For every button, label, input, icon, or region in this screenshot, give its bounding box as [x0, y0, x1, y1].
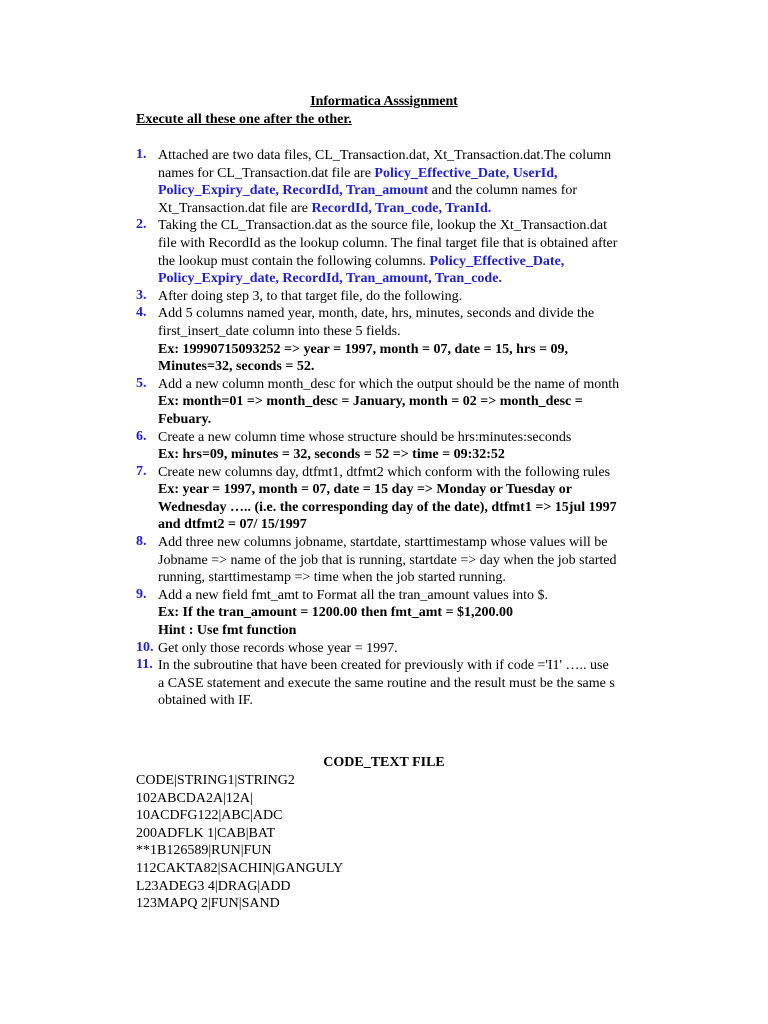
text-line	[158, 534, 658, 552]
list-item	[0, 429, 768, 464]
text-line	[158, 376, 658, 394]
list-item	[0, 288, 768, 306]
text-segment: Jobname => name of the job that is running, startdate => day when the job started	[158, 552, 617, 568]
list-item	[0, 640, 768, 658]
text-line	[158, 587, 658, 605]
text-segment: Add three new columns jobname, startdate, starttimestamp whose values will be	[158, 535, 608, 551]
text-segment: Febuary.	[158, 411, 212, 427]
code-line: CODE|STRING1|STRING2	[136, 773, 295, 788]
list-item-text	[158, 147, 658, 217]
list-item	[0, 534, 768, 587]
text-line	[158, 429, 658, 447]
code-line: 10ACDFG122|ABC|ADC	[136, 808, 283, 824]
code-line: 200ADFLK 1|CAB|BAT	[136, 825, 276, 841]
text-segment: names for CL_Transaction.dat file are	[158, 165, 375, 181]
list-item-text	[158, 657, 658, 710]
text-line	[158, 147, 658, 165]
list-item-text	[158, 217, 658, 287]
list-item-number: 2.	[136, 217, 147, 233]
list-item-number: 4.	[136, 305, 147, 321]
text-segment: Ex: 19990715093252 => year = 1997, month = 07, date = 15, hrs = 09,	[158, 341, 569, 357]
text-segment: first_insert_date column into these 5 fields.	[158, 323, 401, 339]
text-segment: obtained with IF.	[158, 693, 253, 709]
numbered-list	[0, 147, 768, 710]
list-item-number: 9.	[136, 586, 147, 602]
list-item	[0, 657, 768, 710]
text-line	[158, 499, 658, 517]
text-segment: Ex: hrs=09, minutes = 32, seconds = 52 => time = 09:32:52	[158, 447, 505, 463]
list-item-number: 7.	[136, 463, 147, 479]
list-item-text	[158, 587, 658, 640]
list-item-text	[158, 376, 658, 429]
code-line: **1B126589|RUN|FUN	[136, 843, 272, 859]
highlighted-field-names: RecordId, Tran_code, TranId.	[311, 200, 492, 216]
list-item-number: 10.	[136, 639, 154, 655]
text-line	[158, 235, 658, 253]
code-text-file-heading: CODE_TEXT FILE	[323, 755, 445, 770]
code-line: 112CAKTA82|SACHIN|GANGULY	[136, 860, 344, 876]
list-item-number: 11.	[136, 657, 153, 673]
text-line	[158, 288, 658, 306]
text-line	[158, 165, 658, 183]
text-segment: Add a new field fmt_amt to Format all the tran_amount values into $.	[158, 587, 548, 603]
highlighted-field-names: Policy_Expiry_date, RecordId, Tran_amount, Tran_code.	[158, 271, 502, 287]
text-line	[158, 182, 658, 200]
text-line	[158, 552, 658, 570]
list-item-text	[158, 464, 658, 534]
text-segment: Create a new column time whose structure should be hrs:minutes:seconds	[158, 429, 572, 445]
document-title: Informatica Asssignment	[310, 94, 458, 109]
highlighted-field-names: Policy_Effective_Date,	[429, 253, 565, 269]
text-line	[158, 323, 658, 341]
list-item-number: 3.	[136, 287, 147, 303]
text-line	[158, 640, 658, 658]
text-line	[158, 217, 658, 235]
list-item-text	[158, 534, 658, 587]
text-line	[158, 569, 658, 587]
highlighted-field-names: Policy_Effective_Date, UserId,	[374, 165, 558, 181]
text-segment: the lookup must contain the following columns.	[158, 253, 430, 269]
list-item	[0, 147, 768, 217]
list-item-number: 1.	[136, 147, 147, 162]
text-segment: Add 5 columns named year, month, date, hrs, minutes, seconds and divide the	[158, 306, 595, 322]
list-item	[0, 587, 768, 640]
text-segment: In the subroutine that have been created for previously with if code ='I1' ….. use	[158, 658, 609, 674]
text-segment: Create new columns day, dtfmt1, dtfmt2 which conform with the following rules	[158, 464, 611, 480]
text-line	[158, 657, 658, 675]
text-segment: After doing step 3, to that target file, do the following.	[158, 288, 463, 304]
text-segment: Ex: year = 1997, month = 07, date = 15 day => Monday or Tuesday or	[158, 482, 572, 498]
text-segment: Taking the CL_Transaction.dat as the source file, lookup the Xt_Transaction.dat	[158, 218, 608, 234]
list-item	[0, 464, 768, 534]
text-line	[158, 305, 658, 323]
list-item-text	[158, 305, 658, 375]
text-segment: Add a new column month_desc for which the output should be the name of month	[158, 376, 620, 392]
text-line	[158, 675, 658, 693]
text-line	[158, 604, 658, 622]
text-segment: Hint : Use fmt function	[158, 623, 297, 639]
code-line: L23ADEG3 4|DRAG|ADD	[136, 878, 291, 894]
list-item	[0, 305, 768, 375]
list-item-number: 8.	[136, 534, 147, 550]
highlighted-field-names: Policy_Expiry_date, RecordId, Tran_amount	[158, 183, 429, 199]
code-line: 123MAPQ 2|FUN|SAND	[136, 896, 280, 912]
text-line	[158, 341, 658, 359]
document-subtitle: Execute all these one after the other.	[136, 112, 352, 127]
text-segment: Xt_Transaction.dat file are	[158, 200, 312, 216]
text-line	[158, 692, 658, 710]
text-line	[158, 393, 658, 411]
text-line	[158, 446, 658, 464]
list-item-text	[158, 640, 658, 658]
text-segment: file with RecordId as the lookup column. The final target file that is obtained after	[158, 235, 618, 251]
text-segment: and dtfmt2 = 07/ 15/1997	[158, 517, 307, 533]
list-item-number: 6.	[136, 428, 147, 444]
text-segment: Get only those records whose year = 1997.	[158, 640, 398, 656]
list-item	[0, 376, 768, 429]
text-segment: Minutes=32, seconds = 52.	[158, 359, 315, 375]
list-item	[0, 217, 768, 287]
text-line	[158, 270, 658, 288]
text-segment: and the column names for	[428, 183, 578, 199]
list-item-number: 5.	[136, 375, 147, 391]
list-item-text	[158, 429, 658, 464]
text-segment: Wednesday ….. (i.e. the corresponding day of the date), dtfmt1 => 15jul 1997	[158, 499, 617, 515]
text-line	[158, 200, 658, 218]
text-segment: Attached are two data files, CL_Transaction.dat, Xt_Transaction.dat.The column	[158, 148, 612, 163]
text-line	[158, 464, 658, 482]
text-segment: running, starttimestamp => time when the job started running.	[158, 570, 506, 586]
list-item-text	[158, 288, 658, 306]
code-text-file-content	[136, 772, 343, 913]
text-line	[158, 516, 658, 534]
text-line	[158, 622, 658, 640]
code-line: 102ABCDA2A|12A|	[136, 790, 253, 806]
text-segment: Ex: month=01 => month_desc = January, month = 02 => month_desc =	[158, 394, 583, 410]
text-segment: Ex: If the tran_amount = 1200.00 then fmt_amt = $1,200.00	[158, 605, 514, 621]
text-line	[158, 481, 658, 499]
text-line	[158, 411, 658, 429]
text-line	[158, 253, 658, 271]
text-line	[158, 358, 658, 376]
text-segment: a CASE statement and execute the same routine and the result must be the same s	[158, 675, 615, 691]
